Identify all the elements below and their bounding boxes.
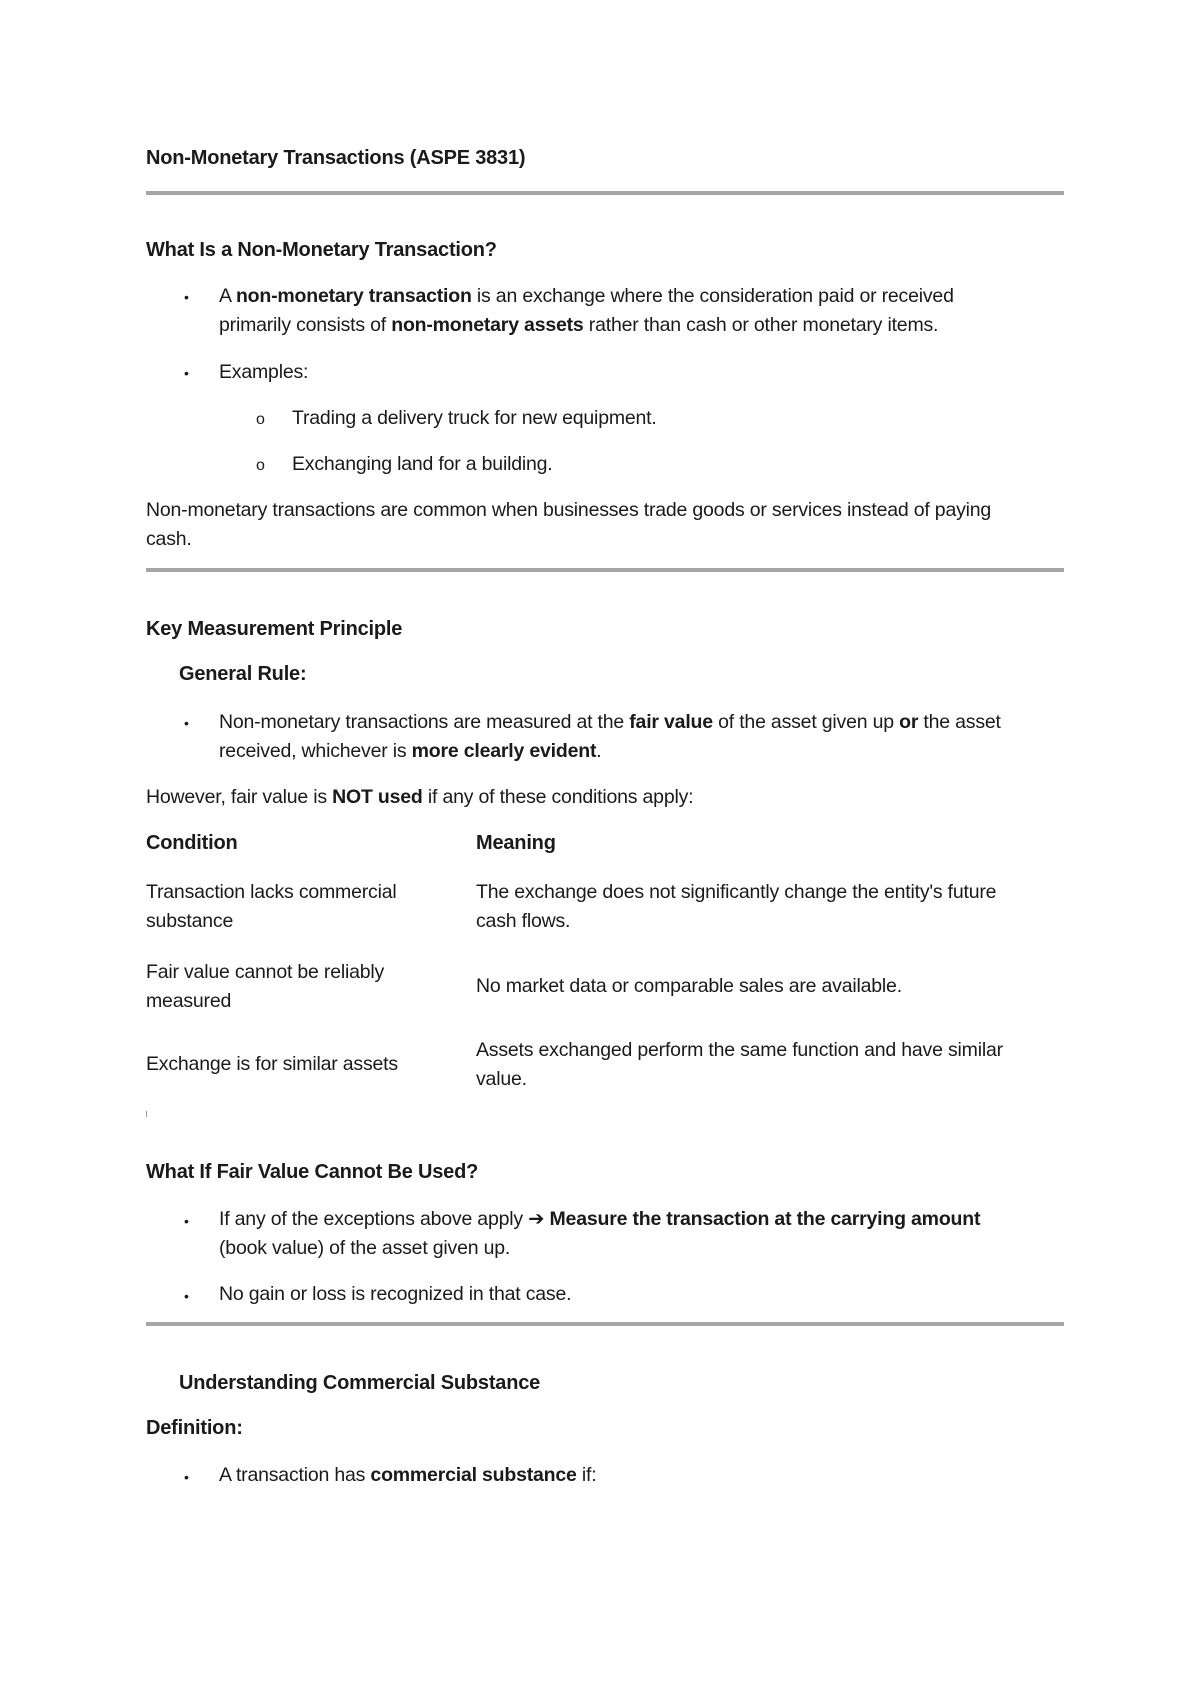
table-cell: No market data or comparable sales are available. bbox=[476, 975, 902, 997]
table-cell: Exchange is for similar assets bbox=[146, 1053, 398, 1075]
bullet-icon: • bbox=[184, 289, 189, 305]
paragraph-line-1: Non-monetary transactions are common when businesses trade goods or services instead of paying bbox=[146, 499, 992, 521]
section-heading-what-is: What Is a Non-Monetary Transaction? bbox=[146, 239, 497, 261]
bullet-icon: • bbox=[184, 1469, 189, 1485]
table-cell: value. bbox=[476, 1068, 527, 1090]
table-cell: cash flows. bbox=[476, 910, 571, 932]
table-header-meaning: Meaning bbox=[476, 832, 556, 854]
table-cell: The exchange does not significantly change the entity's future bbox=[476, 881, 997, 903]
paragraph-line-2: cash. bbox=[146, 528, 192, 550]
section-heading-key-principle: Key Measurement Principle bbox=[146, 618, 403, 640]
bullet-icon: • bbox=[184, 715, 189, 731]
table-cell: Transaction lacks commercial bbox=[146, 881, 397, 903]
table-edge-mark bbox=[146, 1111, 147, 1117]
circle-bullet-icon: o bbox=[256, 457, 265, 474]
page-title: Non-Monetary Transactions (ASPE 3831) bbox=[146, 147, 526, 169]
rule-line-1: Non-monetary transactions are measured at the fair value of the asset given up or the asset bbox=[219, 711, 1001, 733]
example-item: Exchanging land for a building. bbox=[292, 453, 553, 475]
however-line: However, fair value is NOT used if any of these conditions apply: bbox=[146, 786, 694, 808]
exception-line-2: (book value) of the asset given up. bbox=[219, 1237, 511, 1259]
rule-line-2: received, whichever is more clearly evident. bbox=[219, 740, 602, 762]
definition-line-2: primarily consists of non-monetary assets rather than cash or other monetary items. bbox=[219, 314, 939, 336]
table-cell: measured bbox=[146, 990, 232, 1012]
subheading-general-rule: General Rule: bbox=[179, 663, 307, 685]
no-gain-line: No gain or loss is recognized in that case. bbox=[219, 1283, 572, 1305]
table-cell: Assets exchanged perform the same function and have similar bbox=[476, 1039, 1003, 1061]
commercial-substance-line: A transaction has commercial substance if: bbox=[219, 1464, 597, 1486]
examples-label: Examples: bbox=[219, 361, 309, 383]
section-heading-fair-value: What If Fair Value Cannot Be Used? bbox=[146, 1161, 479, 1183]
bullet-icon: • bbox=[184, 1213, 189, 1229]
table-cell: Fair value cannot be reliably bbox=[146, 961, 385, 983]
definition-label: Definition: bbox=[146, 1417, 243, 1439]
section-heading-commercial-substance: Understanding Commercial Substance bbox=[179, 1372, 541, 1394]
definition-line-1: A non-monetary transaction is an exchange where the consideration paid or received bbox=[219, 285, 954, 307]
table-cell: substance bbox=[146, 910, 234, 932]
divider bbox=[146, 191, 1064, 195]
divider bbox=[146, 568, 1064, 572]
bullet-icon: • bbox=[184, 1288, 189, 1304]
divider bbox=[146, 1322, 1064, 1326]
exception-line-1: If any of the exceptions above apply ➔ Measure the transaction at the carrying amount bbox=[219, 1208, 981, 1230]
table-header-condition: Condition bbox=[146, 832, 238, 854]
example-item: Trading a delivery truck for new equipment. bbox=[292, 407, 657, 429]
bullet-icon: • bbox=[184, 365, 189, 381]
circle-bullet-icon: o bbox=[256, 411, 265, 428]
